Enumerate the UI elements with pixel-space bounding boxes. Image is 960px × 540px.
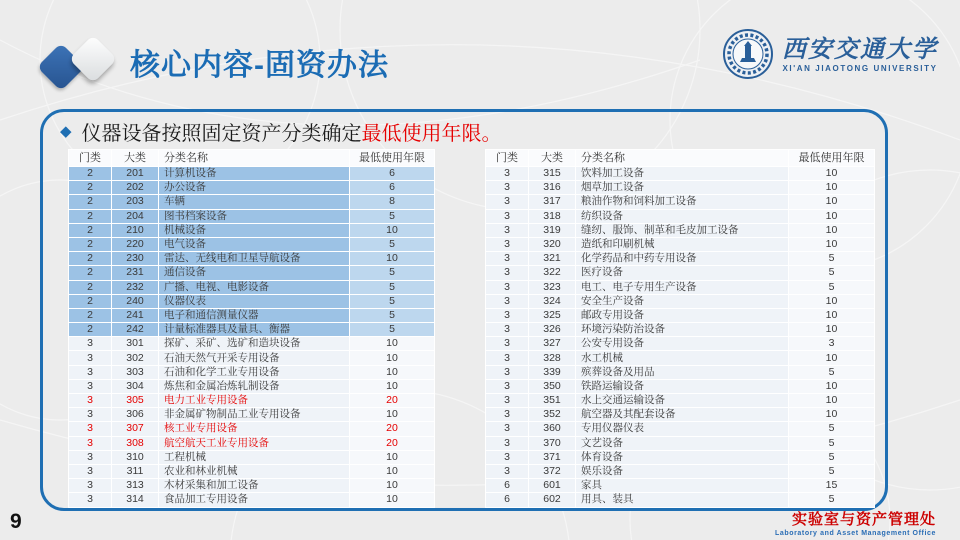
table-cell: 3 [486,451,528,464]
table-row [69,337,434,350]
table-row [69,252,434,265]
table-cell: 2 [69,323,111,336]
table-cell: 核工业专用设备 [159,422,349,435]
table-row [486,238,874,251]
table-cell: 3 [486,366,528,379]
table-cell: 3 [486,181,528,194]
table-cell: 2 [69,266,111,279]
table-row [69,394,434,407]
column-header: 分类名称 [576,150,788,166]
table-row [69,295,434,308]
table-cell: 20 [350,437,434,450]
table-cell: 204 [112,210,158,223]
table-header-row [69,150,434,166]
table-cell: 241 [112,309,158,322]
table-header-row [486,150,874,166]
table-cell: 10 [350,451,434,464]
table-cell: 仪器仪表 [159,295,349,308]
page-title: 核心内容-固资办法 [130,49,389,82]
table-cell: 327 [529,337,575,350]
table-row [69,266,434,279]
table-cell: 烟草加工设备 [576,181,788,194]
table-cell: 广播、电视、电影设备 [159,281,349,294]
table-cell: 3 [69,380,111,393]
table-cell: 3 [69,394,111,407]
table-cell: 环境污染防治设备 [576,323,788,336]
table-cell: 3 [69,408,111,421]
table-cell: 15 [789,479,874,492]
table-cell: 10 [350,366,434,379]
table-row [69,366,434,379]
table-cell: 326 [529,323,575,336]
table-cell: 10 [350,479,434,492]
table-cell: 10 [789,167,874,180]
table-row [69,181,434,194]
table-cell: 2 [69,309,111,322]
table-cell: 339 [529,366,575,379]
table-cell: 车辆 [159,195,349,208]
table-cell: 3 [486,167,528,180]
table-cell: 231 [112,266,158,279]
table-cell: 10 [350,408,434,421]
table-cell: 315 [529,167,575,180]
table-cell: 3 [486,295,528,308]
footer-department [775,508,936,537]
table-cell: 5 [789,366,874,379]
table-cell: 水上交通运输设备 [576,394,788,407]
table-cell: 体育设备 [576,451,788,464]
table-cell: 2 [69,210,111,223]
table-cell: 10 [789,380,874,393]
table-cell: 探矿、采矿、选矿和造块设备 [159,337,349,350]
table-cell: 323 [529,281,575,294]
column-header: 最低使用年限 [789,150,874,166]
table-cell: 3 [486,252,528,265]
table-cell: 2 [69,167,111,180]
asset-table-left [68,149,435,508]
table-cell: 殡葬设备及用品 [576,366,788,379]
table-cell: 305 [112,394,158,407]
table-row [486,408,874,421]
table-cell: 372 [529,465,575,478]
university-name-en: XI'AN JIAOTONG UNIVERSITY [782,63,938,73]
table-row [69,493,434,506]
table-cell: 314 [112,493,158,506]
table-cell: 5 [789,422,874,435]
table-cell: 图书档案设备 [159,210,349,223]
table-cell: 3 [486,408,528,421]
column-header: 大类 [112,150,158,166]
table-cell: 非金属矿物制品工业专用设备 [159,408,349,421]
table-cell: 石油和化学工业专用设备 [159,366,349,379]
table-cell: 3 [486,224,528,237]
table-cell: 20 [350,422,434,435]
table-cell: 邮政专用设备 [576,309,788,322]
table-cell: 水工机械 [576,351,788,364]
table-row [486,465,874,478]
table-cell: 纺织设备 [576,210,788,223]
table-cell: 10 [350,252,434,265]
table-cell: 10 [350,337,434,350]
table-cell: 317 [529,195,575,208]
table-row [69,210,434,223]
table-cell: 3 [486,266,528,279]
table-cell: 5 [789,465,874,478]
table-row [486,437,874,450]
table-row [486,337,874,350]
table-cell: 10 [789,224,874,237]
table-cell: 5 [789,451,874,464]
table-cell: 324 [529,295,575,308]
university-logo [722,28,938,80]
table-cell: 351 [529,394,575,407]
bullet-diamond-icon: ◆ [60,123,72,140]
table-row [69,167,434,180]
table-cell: 饮料加工设备 [576,167,788,180]
table-row [486,323,874,336]
table-cell: 316 [529,181,575,194]
table-row [69,380,434,393]
table-cell: 203 [112,195,158,208]
column-header: 门类 [486,150,528,166]
table-cell: 10 [350,351,434,364]
table-cell: 601 [529,479,575,492]
table-cell: 2 [69,252,111,265]
table-row [486,167,874,180]
table-row [486,181,874,194]
table-cell: 办公设备 [159,181,349,194]
table-cell: 10 [350,465,434,478]
department-name-en: Laboratory and Asset Management Office [774,530,936,537]
table-cell: 370 [529,437,575,450]
table-cell: 350 [529,380,575,393]
table-cell: 电气设备 [159,238,349,251]
table-row [69,422,434,435]
table-cell: 242 [112,323,158,336]
table-cell: 医疗设备 [576,266,788,279]
table-row [486,266,874,279]
table-cell: 铁路运输设备 [576,380,788,393]
table-cell: 10 [789,210,874,223]
table-cell: 家具 [576,479,788,492]
table-cell: 计量标准器具及量具、衡器 [159,323,349,336]
table-cell: 321 [529,252,575,265]
table-cell: 5 [789,252,874,265]
table-cell: 328 [529,351,575,364]
table-row [69,408,434,421]
table-cell: 308 [112,437,158,450]
table-cell: 5 [350,309,434,322]
table-cell: 3 [69,337,111,350]
table-cell: 3 [69,366,111,379]
table-cell: 6 [350,181,434,194]
table-cell: 20 [350,394,434,407]
table-cell: 5 [789,266,874,279]
table-cell: 化学药品和中药专用设备 [576,252,788,265]
table-cell: 230 [112,252,158,265]
table-cell: 304 [112,380,158,393]
table-row [486,380,874,393]
table-cell: 303 [112,366,158,379]
column-header: 大类 [529,150,575,166]
university-name-cn: 西安交通大学 [782,33,938,63]
table-cell: 缝纫、服饰、制革和毛皮加工设备 [576,224,788,237]
table-cell: 3 [69,422,111,435]
table-cell: 3 [486,323,528,336]
table-row [69,238,434,251]
table-cell: 2 [69,295,111,308]
table-cell: 306 [112,408,158,421]
asset-table-right [485,149,875,508]
table-cell: 2 [69,181,111,194]
table-row [486,451,874,464]
table-cell: 6 [486,479,528,492]
table-cell: 专用仪器仪表 [576,422,788,435]
table-cell: 319 [529,224,575,237]
table-row [69,351,434,364]
table-cell: 3 [486,281,528,294]
table-cell: 352 [529,408,575,421]
column-header: 最低使用年限 [350,150,434,166]
table-cell: 2 [69,195,111,208]
table-row [486,210,874,223]
table-cell: 10 [789,195,874,208]
table-row [69,465,434,478]
table-cell: 用具、装具 [576,493,788,506]
table-cell: 3 [486,337,528,350]
table-cell: 5 [350,238,434,251]
table-cell: 5 [350,323,434,336]
table-row [69,281,434,294]
table-cell: 301 [112,337,158,350]
table-row [486,281,874,294]
title-diamond-logo [36,24,126,99]
table-cell: 5 [350,281,434,294]
table-cell: 机械设备 [159,224,349,237]
table-cell: 5 [350,295,434,308]
table-cell: 3 [486,380,528,393]
table-cell: 航空航天工业专用设备 [159,437,349,450]
table-cell: 3 [486,422,528,435]
table-row [486,394,874,407]
table-cell: 3 [486,351,528,364]
table-cell: 电力工业专用设备 [159,394,349,407]
table-cell: 5 [350,266,434,279]
table-cell: 5 [789,281,874,294]
table-cell: 313 [112,479,158,492]
column-header: 门类 [69,150,111,166]
table-cell: 3 [69,479,111,492]
table-cell: 电工、电子专用生产设备 [576,281,788,294]
table-cell: 3 [69,451,111,464]
table-cell: 3 [69,437,111,450]
table-cell: 311 [112,465,158,478]
table-cell: 10 [789,295,874,308]
table-cell: 3 [486,195,528,208]
table-cell: 工程机械 [159,451,349,464]
table-cell: 10 [789,323,874,336]
table-cell: 10 [350,493,434,506]
table-cell: 202 [112,181,158,194]
table-cell: 371 [529,451,575,464]
table-cell: 2 [69,281,111,294]
subtitle-text: 仪器设备按照固定资产分类确定最低使用年限。 [81,123,502,145]
table-row [69,195,434,208]
table-cell: 210 [112,224,158,237]
table-cell: 602 [529,493,575,506]
table-cell: 雷达、无线电和卫星导航设备 [159,252,349,265]
table-cell: 220 [112,238,158,251]
table-cell: 炼焦和金属冶炼轧制设备 [159,380,349,393]
table-row [69,479,434,492]
table-cell: 320 [529,238,575,251]
table-cell: 10 [350,380,434,393]
table-cell: 6 [486,493,528,506]
table-cell: 5 [350,210,434,223]
table-cell: 3 [486,210,528,223]
table-cell: 302 [112,351,158,364]
table-cell: 2 [69,224,111,237]
table-row [486,295,874,308]
table-cell: 石油天然气开采专用设备 [159,351,349,364]
column-header: 分类名称 [159,150,349,166]
table-row [69,309,434,322]
table-cell: 2 [69,238,111,251]
table-cell: 10 [789,394,874,407]
table-cell: 10 [789,309,874,322]
table-row [486,195,874,208]
table-cell: 360 [529,422,575,435]
table-row [486,224,874,237]
table-row [486,366,874,379]
table-cell: 通信设备 [159,266,349,279]
subtitle-line [60,117,502,146]
table-row [486,309,874,322]
table-row [486,351,874,364]
table-row [486,479,874,492]
table-row [486,422,874,435]
table-cell: 318 [529,210,575,223]
table-cell: 3 [486,394,528,407]
page-number: 9 [10,510,22,533]
table-cell: 3 [69,493,111,506]
table-cell: 食品加工专用设备 [159,493,349,506]
table-row [486,493,874,506]
table-cell: 310 [112,451,158,464]
table-cell: 木材采集和加工设备 [159,479,349,492]
table-cell: 5 [789,493,874,506]
table-cell: 3 [789,337,874,350]
table-cell: 3 [69,465,111,478]
table-cell: 6 [350,167,434,180]
table-row [69,451,434,464]
table-cell: 3 [69,351,111,364]
table-cell: 3 [486,465,528,478]
table-row [486,252,874,265]
subtitle-highlight: 最低使用年限。 [361,123,502,145]
table-cell: 10 [350,224,434,237]
table-cell: 航空器及其配套设备 [576,408,788,421]
table-cell: 安全生产设备 [576,295,788,308]
table-cell: 计算机设备 [159,167,349,180]
table-cell: 3 [486,238,528,251]
table-cell: 232 [112,281,158,294]
table-cell: 10 [789,238,874,251]
table-row [69,437,434,450]
university-seal-icon [722,28,774,80]
table-cell: 5 [789,437,874,450]
table-cell: 农业和林业机械 [159,465,349,478]
table-cell: 电子和通信测量仪器 [159,309,349,322]
table-cell: 公安专用设备 [576,337,788,350]
table-cell: 307 [112,422,158,435]
table-cell: 娱乐设备 [576,465,788,478]
table-cell: 文艺设备 [576,437,788,450]
table-cell: 8 [350,195,434,208]
table-row [69,224,434,237]
table-cell: 粮油作物和饲料加工设备 [576,195,788,208]
table-cell: 322 [529,266,575,279]
table-cell: 3 [486,309,528,322]
department-name-cn: 实验室与资产管理处 [791,511,936,528]
table-cell: 10 [789,181,874,194]
table-cell: 3 [486,437,528,450]
table-cell: 325 [529,309,575,322]
table-cell: 10 [789,351,874,364]
table-cell: 造纸和印刷机械 [576,238,788,251]
table-cell: 240 [112,295,158,308]
table-row [69,323,434,336]
table-cell: 10 [789,408,874,421]
table-cell: 201 [112,167,158,180]
